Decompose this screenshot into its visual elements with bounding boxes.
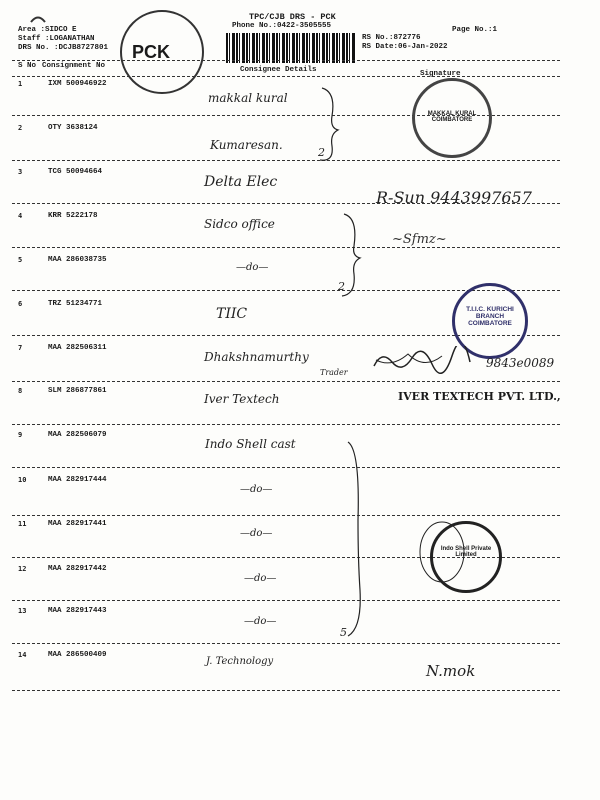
row-sno: 7 [18, 344, 23, 352]
bracket-count: 2 [318, 146, 325, 159]
row-sno: 14 [18, 651, 27, 659]
row-consignee: Kumaresan. [210, 138, 283, 152]
signature-phone: R-Sun 9443997657 [376, 188, 532, 207]
row-sno: 4 [18, 212, 23, 220]
col-consignee: Consignee Details [240, 66, 317, 74]
signature-rows-4-5: ~Sfmz~ [392, 232, 447, 247]
staff-label: Staff :LOGANATHAN [18, 35, 95, 43]
iver-textech-stamp: IVER TEXTECH PVT. LTD., [398, 390, 561, 403]
pck-stamp: PCK [120, 10, 204, 94]
row-consignee: J. Technology [206, 656, 274, 667]
row-consignee: makkal kural [208, 91, 288, 105]
row-sno: 13 [18, 607, 27, 615]
document-title: TPC/CJB DRS - PCK [249, 12, 336, 22]
indo-shell-stamp: Indo Shell Private Limited [430, 521, 502, 593]
signature-scribble [372, 346, 472, 374]
row-sno: 2 [18, 124, 23, 132]
row-sno: 10 [18, 476, 27, 484]
row-consignee: Sidco office [204, 217, 275, 231]
row-consignment: MAA 286500409 [48, 651, 107, 659]
row-consignment: MAA 282917442 [48, 565, 107, 573]
row-consignment: OTY 3638124 [48, 124, 98, 132]
rs-date: RS Date:06-Jan-2022 [362, 43, 448, 51]
row-consignment: MAA 286038735 [48, 256, 107, 264]
page-number: Page No.:1 [452, 26, 498, 34]
col-signature: Signature [420, 70, 461, 78]
row-sno: 3 [18, 168, 23, 176]
row-consignment: MAA 282917441 [48, 520, 107, 528]
row-sno: 9 [18, 431, 23, 439]
bracket-count: 5 [340, 626, 347, 639]
row-sno: 11 [18, 520, 27, 528]
row-consignment: KRR 5222178 [48, 212, 98, 220]
row-consignee: Iver Textech [204, 392, 280, 406]
row-consignee: Dhakshnamurthy [204, 350, 309, 364]
signature-row-14: N.mok [426, 662, 476, 680]
row-sno: 6 [18, 300, 23, 308]
row-sno: 1 [18, 80, 23, 88]
row-consignee: —do— [240, 528, 273, 539]
row-sno: 5 [18, 256, 23, 264]
area-label: Area :SIDCO E [18, 26, 77, 34]
row-sno: 12 [18, 565, 27, 573]
rs-number: RS No.:872776 [362, 34, 421, 42]
row-consignee: —do— [244, 573, 277, 584]
row-consignment: IXM 500946922 [48, 80, 107, 88]
wifi-logo-icon [30, 8, 46, 18]
row-consignment: MAA 282506079 [48, 431, 107, 439]
row-consignee: —do— [244, 616, 277, 627]
col-consignment: Consignment No [42, 62, 106, 70]
row-sno: 8 [18, 387, 23, 395]
makkal-kural-stamp: MAKKAL KURAL COIMBATORE [412, 78, 492, 158]
col-sno: S No [18, 62, 37, 70]
row-consignment: SLM 286877861 [48, 387, 107, 395]
indo-signature-loop [414, 516, 474, 586]
row-consignment: TRZ 51234771 [48, 300, 103, 308]
barcode [226, 33, 356, 63]
drs-number: DRS No. :DCJB8727801 [18, 44, 109, 52]
row-consignee: —do— [240, 484, 273, 495]
trader-note: Trader [320, 368, 348, 377]
row-consignment: MAA 282506311 [48, 344, 107, 352]
row-consignment: MAA 282917443 [48, 607, 107, 615]
row-consignee: —do— [236, 262, 269, 273]
row-consignment: TCG 50094664 [48, 168, 103, 176]
bracket-count: 2 [338, 280, 345, 293]
row-consignee: Indo Shell cast [205, 437, 296, 451]
row-consignee: Delta Elec [204, 174, 278, 190]
row-consignment: MAA 282917444 [48, 476, 107, 484]
signature-row-7: 9843e0089 [486, 356, 555, 370]
phone-number: Phone No.:0422-3505555 [232, 22, 332, 30]
bracket-rows-9-13 [344, 440, 368, 640]
tiic-stamp: T.I.I.C. KURICHI BRANCH COIMBATORE [452, 283, 528, 359]
row-consignee: TIIC [216, 306, 248, 322]
